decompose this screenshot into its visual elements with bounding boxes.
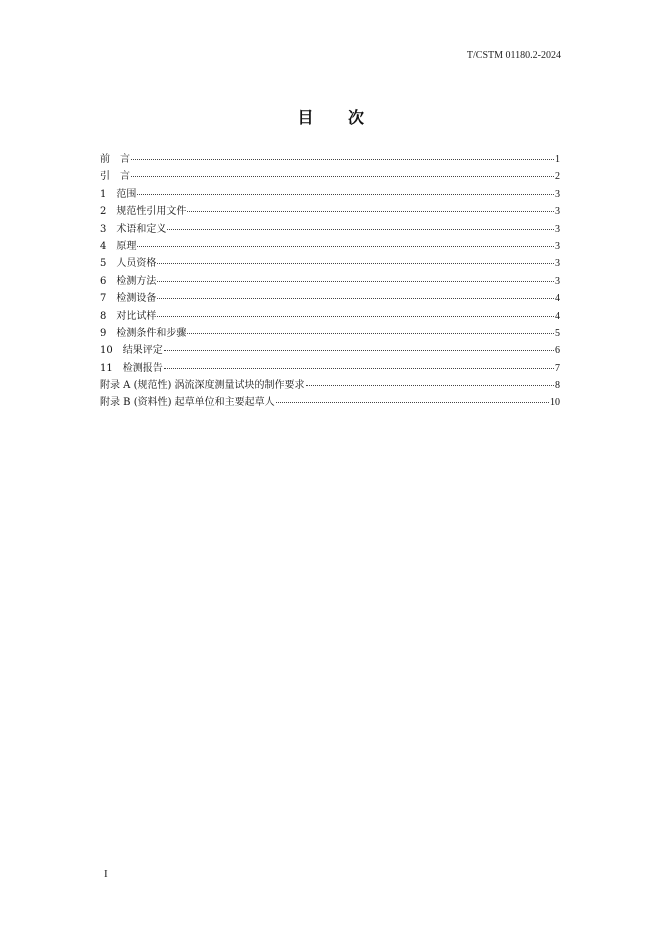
toc-entry-reference-specimen[interactable] [100, 308, 560, 325]
toc-entry-normative-references[interactable] [100, 203, 560, 220]
toc-leader-dots [164, 360, 554, 369]
toc-leader-dots [137, 238, 554, 247]
toc-entry-label: 4 原理 [100, 240, 137, 252]
toc-entry-page: 3 [555, 206, 560, 218]
toc-entry-label: 2 规范性引用文件 [100, 206, 187, 218]
toc-entry-page: 4 [555, 310, 560, 322]
page-number: I [104, 868, 108, 880]
toc-entry-label: 前 言 [100, 154, 130, 165]
toc-entry-page: 3 [555, 258, 560, 270]
toc-leader-dots [187, 203, 554, 212]
toc-leader-dots [167, 221, 554, 230]
toc-entry-page: 1 [555, 154, 560, 165]
toc-leader-dots [276, 394, 549, 403]
toc-entry-foreword[interactable] [100, 151, 560, 168]
toc-leader-dots [137, 186, 554, 195]
toc-leader-dots [306, 377, 554, 386]
toc-leader-dots [157, 290, 554, 299]
toc-entry-annex-b[interactable] [100, 394, 560, 411]
toc-entry-label: 1 范围 [100, 188, 137, 200]
title-char-right: 次 [348, 108, 365, 127]
document-code: T/CSTM 01180.2-2024 [466, 50, 561, 61]
toc-leader-dots [131, 168, 554, 177]
toc-entry-method[interactable] [100, 273, 560, 290]
toc-entry-label: 9 检测条件和步骤 [100, 327, 187, 339]
toc-entry-page: 10 [550, 397, 560, 409]
title-char-left: 目 [297, 108, 314, 127]
toc-entry-label: 附录 B (资料性) 起草单位和主要起草人 [100, 397, 275, 409]
toc-entry-conditions-procedure[interactable] [100, 325, 560, 342]
toc-leader-dots [131, 151, 554, 160]
toc-entry-page: 3 [555, 223, 560, 235]
toc-entry-report[interactable] [100, 360, 560, 377]
toc-entry-terms[interactable] [100, 221, 560, 238]
toc-entry-equipment[interactable] [100, 290, 560, 307]
toc-entry-page: 3 [555, 240, 560, 252]
toc-entry-label: 10 结果评定 [100, 345, 163, 357]
toc-leader-dots [187, 325, 554, 334]
toc-entry-scope[interactable] [100, 186, 560, 203]
toc-entry-label: 附录 A (规范性) 涡流深度测量试块的制作要求 [100, 380, 305, 392]
page-title [0, 105, 662, 128]
toc-entry-label: 8 对比试样 [100, 310, 157, 322]
toc-leader-dots [157, 308, 554, 317]
toc-entry-principle[interactable] [100, 238, 560, 255]
toc-entry-page: 2 [555, 171, 560, 183]
toc-entry-label: 引 言 [100, 171, 130, 183]
toc-leader-dots [164, 342, 554, 351]
table-of-contents [100, 151, 560, 412]
toc-entry-label: 6 检测方法 [100, 275, 157, 287]
toc-entry-label: 11 检测报告 [100, 362, 163, 374]
toc-entry-label: 5 人员资格 [100, 258, 157, 270]
toc-entry-introduction[interactable] [100, 168, 560, 185]
toc-entry-evaluation[interactable] [100, 342, 560, 359]
toc-leader-dots [157, 273, 554, 282]
toc-entry-annex-a[interactable] [100, 377, 560, 394]
toc-entry-personnel[interactable] [100, 255, 560, 272]
toc-entry-page: 3 [555, 188, 560, 200]
toc-leader-dots [157, 255, 554, 264]
toc-entry-page: 5 [555, 327, 560, 339]
toc-entry-label: 7 检测设备 [100, 293, 157, 305]
toc-entry-page: 8 [555, 380, 560, 392]
toc-entry-label: 3 术语和定义 [100, 223, 167, 235]
toc-entry-page: 6 [555, 345, 560, 357]
toc-entry-page: 7 [555, 362, 560, 374]
toc-entry-page: 3 [555, 275, 560, 287]
toc-entry-page: 4 [555, 293, 560, 305]
